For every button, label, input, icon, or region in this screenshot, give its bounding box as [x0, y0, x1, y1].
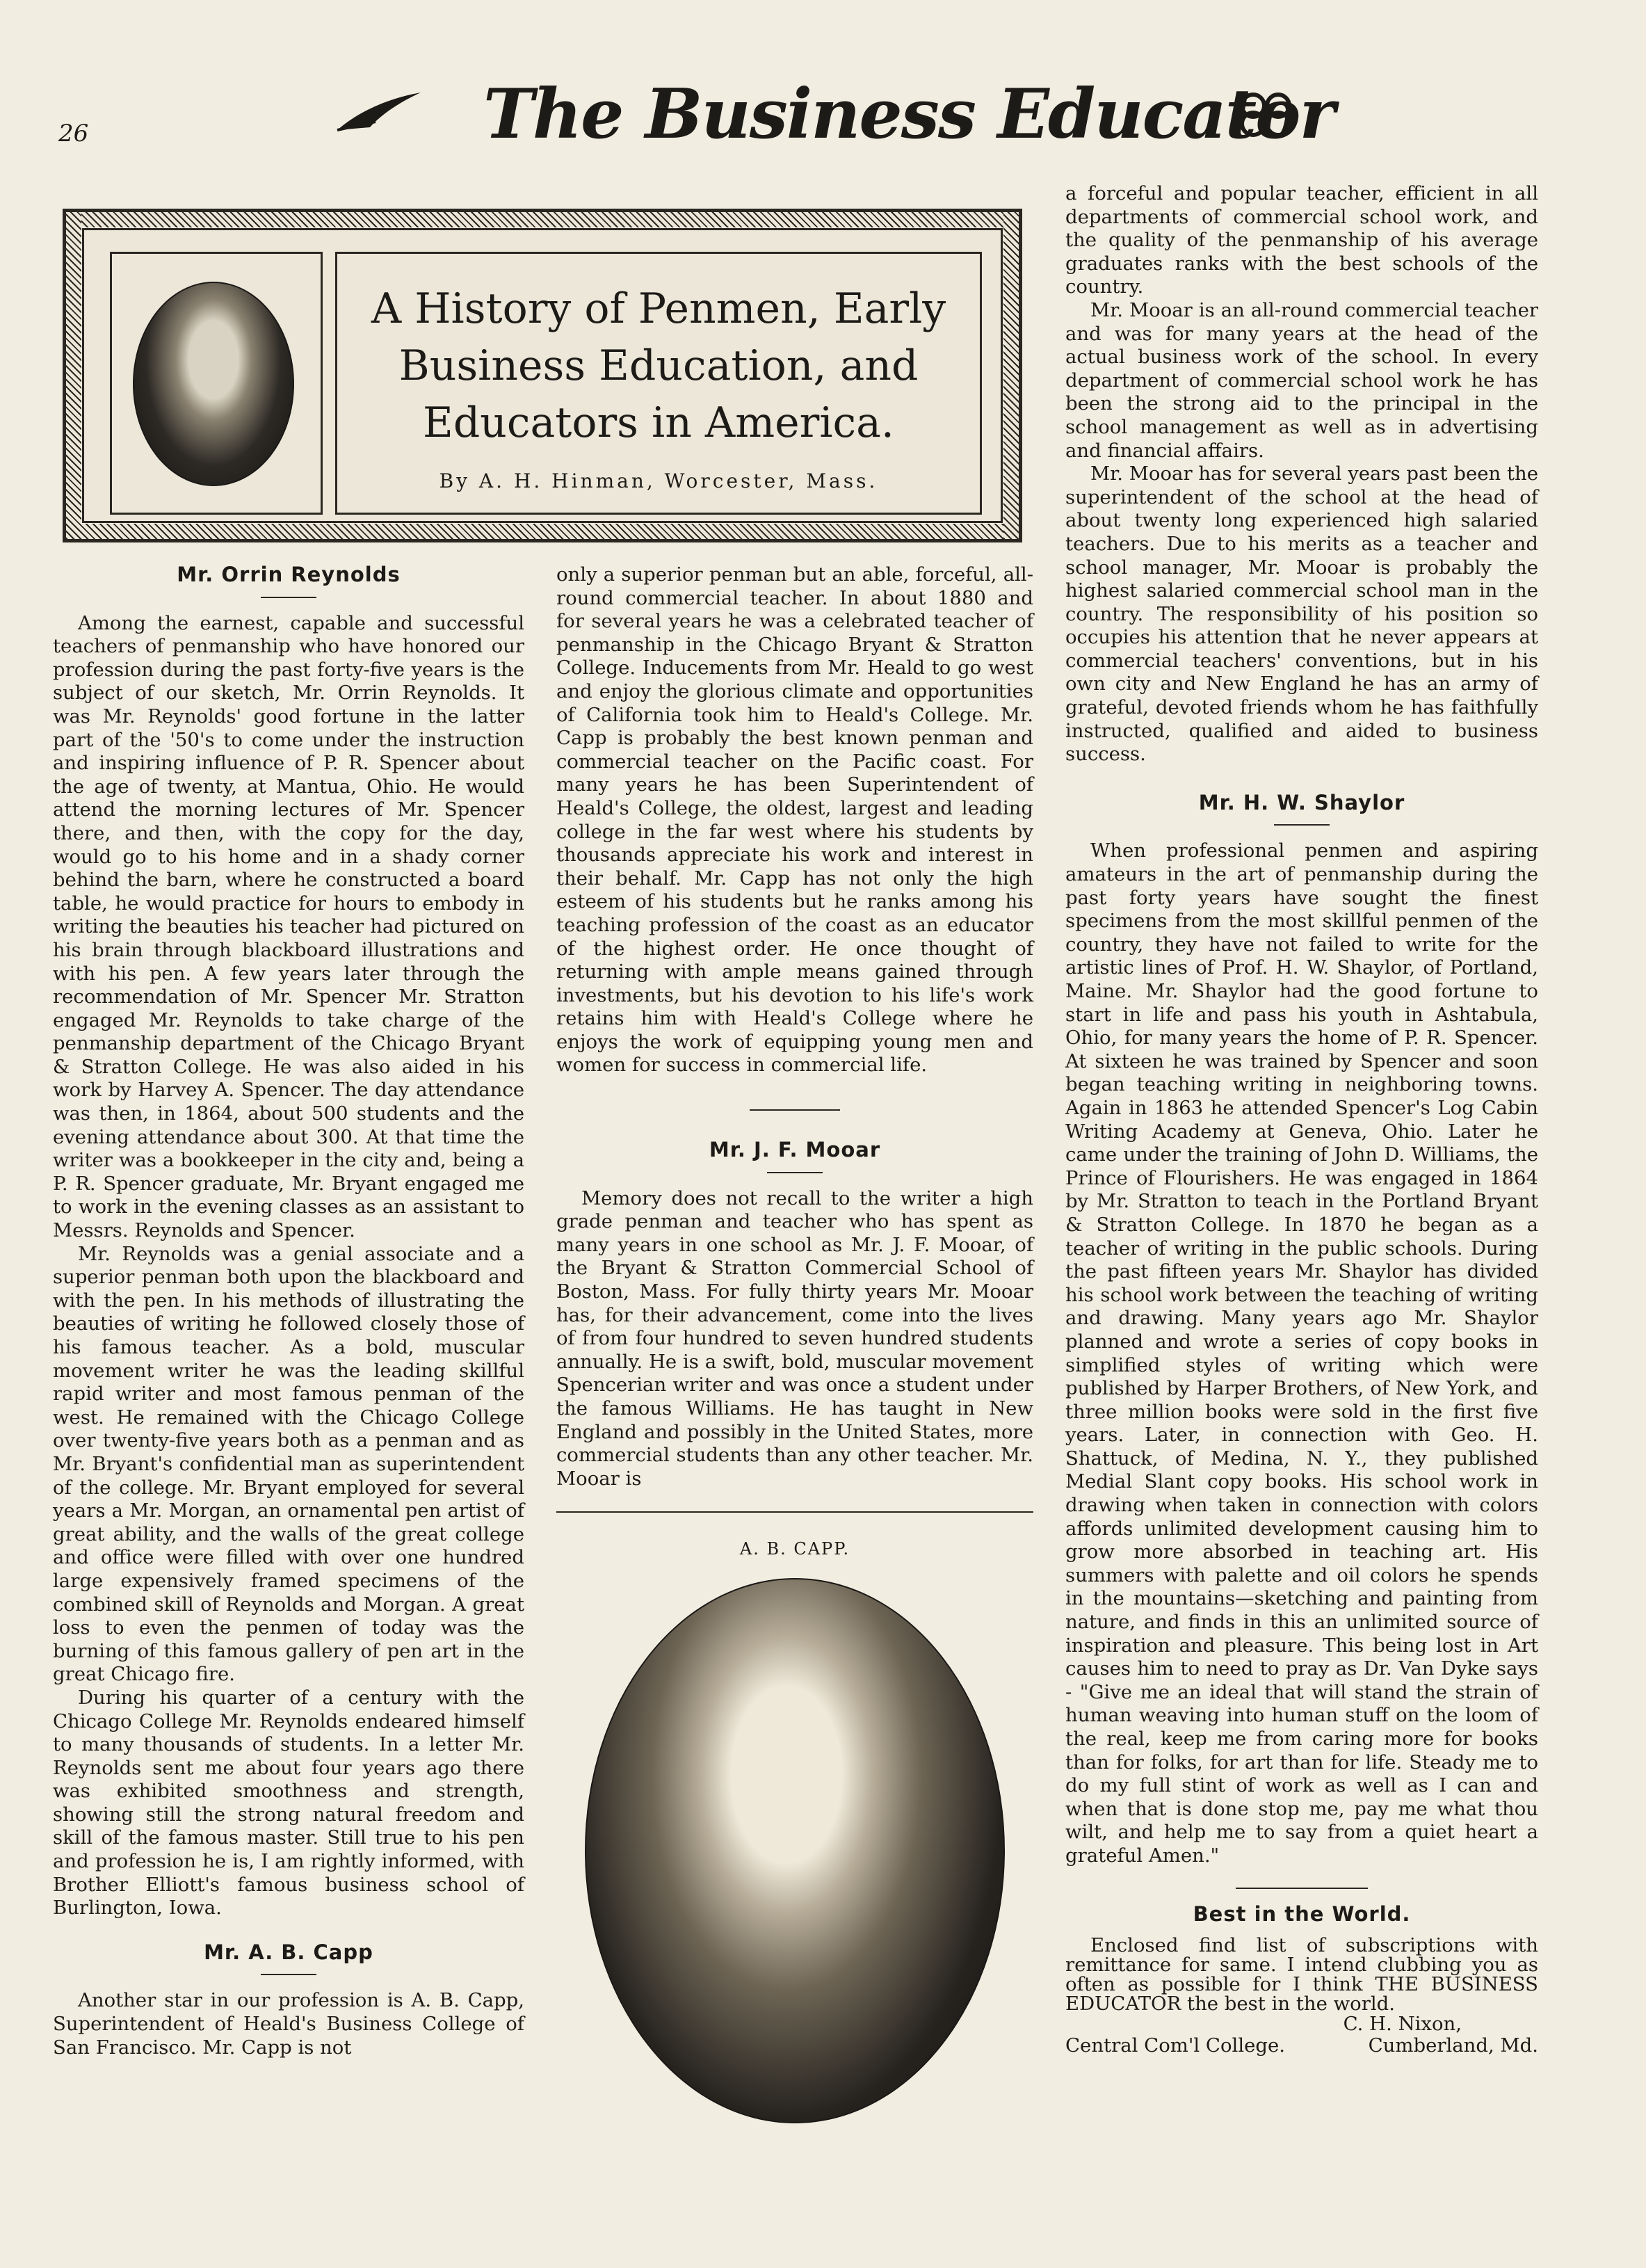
paragraph: Mr. Mooar has for several years past been the superintendent of the school at the head of about twenty long experienced high salaried teachers. Due to his merits as a teacher and school manager, Mr. Mooar is probably the highest salaried commercial school man in the country. The responsibility of his position so occupies his attention that he never appears at commercial teachers' conventions, but in his own city and New England he has an army of grateful, devoted friends whom he has faithfully instructed, qualified and aided to business success. [1065, 463, 1538, 766]
paragraph-continued: only a superior penman but an able, forceful, all-round commercial teacher. In about 1880 and for several years he was a celebrated teacher of penmanship in the Chicago Bryant & Stratton College. Inducements from Mr. Heald to go west and enjoy the glorious climate and opportunities of California took him to Heald's College. Mr. Capp is probably the best known penman and commercial teacher on the Pacific coast. For many years he has been Superintendent of Heald's College, the oldest, largest and leading college in the far west where his students by thousands appreciate his work and interest in their behalf. Mr. Capp has not only the high esteem of his students but he ranks among his teaching profession of the coast as an educator of the highest order. He once thought of returning with ample means gained through investments, but his devotion to his life's work retains him with Heald's College where he enjoys the work of equipping young men and women for success in commercial life. [556, 563, 1033, 1077]
article-title-line: Educators in America. [423, 399, 894, 447]
section-heading: Mr. J. F. Mooar [709, 1138, 881, 1162]
paragraph: Among the earnest, capable and successful teachers of penmanship who have honored our profession during the past forty-five years is the subject of our sketch, Mr. Orrin Reynolds. It was Mr. Reynolds' good fortune in the latter part of the '50's to come under the instruction and inspiring influence of P. R. Spencer about the age of twenty, at Mantua, Ohio. He would attend the morning lectures of Mr. Spencer there, and then, with the copy for the day, would go to his home and in a shady corner behind the barn, where he constructed a board table, he would practice for hours to embody in writing the beauties his teacher had pictured on his brain through blackboard illustrations and with his pen. A few years later through the recommendation of Mr. Spencer Mr. Stratton engaged Mr. Reynolds to take charge of the penmanship department of the Chicago Bryant & Stratton College. He was also aided in his work by Harvey A. Spencer. The day attendance was then, in 1864, about 500 students and the evening attendance about 300. At that time the writer was a bookkeeper in the city and, being a P. R. Spencer graduate, Mr. Bryant engaged me to work in the evening classes as an assistant to Messrs. Reynolds and Spencer. [53, 611, 524, 1242]
divider [261, 1974, 316, 1975]
section-heading: Mr. H. W. Shaylor [1198, 790, 1405, 814]
title-panel [335, 252, 982, 515]
paragraph: Enclosed find list of subscriptions with remittance for same. I intend clubbing you as often as possible for I think THE BUSINESS EDUCATOR the best in the world. [1065, 1934, 1538, 2016]
author-portrait [133, 282, 294, 486]
masthead [334, 73, 1334, 154]
paragraph: Another star in our profession is A. B. Capp, Superintendent of Heald's Business College of San Francisco. Mr. Capp is not [53, 1989, 524, 2059]
divider [261, 597, 316, 598]
paragraph: Memory does not recall to the writer a high grade penman and teacher who has spent as many years in one school as Mr. J. F. Mooar, of the Bryant & Stratton Commercial School of Boston, Mass. For fully thirty years Mr. Mooar has, for their advancement, come into the lives of from four hundred to seven hundred students annually. He is a swift, bold, muscular movement Spencerian writer and was once a student under the famous Williams. He has taught in New England and possibly in the United States, more commercial students than any other teacher. Mr. Mooar is [556, 1187, 1033, 1490]
section-heading: Mr. A. B. Capp [204, 1940, 373, 1964]
page-number: 26 [58, 120, 89, 147]
frame-hatch-bottom [66, 524, 1019, 539]
byline: By A. H. Hinman, Worcester, Mass. [439, 469, 878, 492]
photo-caption: A. B. CAPP. [739, 1539, 850, 1559]
divider [556, 1511, 1033, 1513]
section-heading: Best in the World. [1193, 1901, 1411, 1926]
paragraph-continued: a forceful and popular teacher, efficient in all departments of commercial school work, and the quality of the penmanship of his average graduates ranks with the best schools of the country. [1065, 182, 1538, 298]
quill-icon [334, 87, 424, 136]
article-title-line: Business Education, and [398, 341, 919, 390]
paragraph: Mr. Reynolds was a genial associate and a superior penman both upon the blackboard and with the pen. In his methods of illustrating the beauties of writing he followed closely those of his famous teacher. As a bold, muscular movement writer he was the leading skillful rapid writer and most famous penman of the west. He remained with the Chicago College over twenty-five years both as a penman and as Mr. Bryant's confidential man as superintendent of the college. Mr. Bryant employed for several years a Mr. Morgan, an ornamental pen artist of great ability, and the walls of the great college and office were filled with over one hundred large expensively framed specimens of the combined skill of Reynolds and Morgan. A great loss to even the penmen of today was the burning of this famous gallery of pen art in the great Chicago fire. [53, 1242, 524, 1686]
column-1 [53, 563, 524, 2059]
divider [767, 1172, 823, 1173]
school-name: Central Com'l College. [1065, 2034, 1286, 2057]
emblem-icon [1238, 90, 1293, 139]
signature: C. H. Nixon, [1343, 2013, 1462, 2036]
author-portrait-frame [110, 252, 323, 515]
paragraph: When professional penmen and aspiring amateurs in the art of penmanship during the past forty years have sought the finest specimens from the most skillful penmen of the country, they have not failed to write for the artistic lines of Prof. H. W. Shaylor, of Portland, Maine. Mr. Shaylor had the good fortune to start in life and pass his youth in Ashtabula, Ohio, for many years the home of P. R. Spencer. At sixteen he was trained by Spencer and soon began teaching writing in neighboring towns. Again in 1863 he attended Spencer's Log Cabin Writing Academy at Geneva, Ohio. Later he came under the training of John D. Williams, the Prince of Flourishers. He was engaged in 1864 by Mr. Stratton to teach in the Portland Bryant & Stratton College. In 1870 he began as a teacher of writing in the public schools. During the past fifteen years Mr. Shaylor has divided his school work between the teaching of writing and drawing. Many years ago Mr. Shaylor planned and wrote a series of copy books in simplified styles of writing which were published by Harper Brothers, of New York, and three million books were sold in the first five years. Later, in connection with Geo. H. Shattuck, of Medina, N. Y., they published Medial Slant copy books. His school work in drawing when taken in connection with colors affords unlimited development causing him to grow more absorbed in teaching art. His summers with palette and oil colors he spends in the mountains—sketching and painting from nature, and finds in this an unlimited source of inspiration and pleasure. This being lost in Art causes him to need to pray as Dr. Van Dyke says - "Give me an ideal that will stand the strain of human weaving into human stuff on the loom of the real, keep me from caring more for books than for folks, for art than for life. Steady me to do my full stint of work as well as I can and when that is done stop me, pay me what thou wilt, and help me to say from a quiet heart a grateful Amen." [1065, 839, 1538, 1867]
section-heading: Mr. Orrin Reynolds [177, 563, 401, 586]
capp-portrait [585, 1578, 1005, 2123]
article-title [337, 280, 980, 451]
divider [750, 1109, 840, 1111]
divider [1274, 824, 1330, 826]
masthead-title: The Business Educator [483, 74, 1334, 154]
paragraph: During his quarter of a century with the Chicago College Mr. Reynolds endeared himself to many thousands of students. In a letter Mr. Reynolds sent me about four years ago there was exhibited smoothness and strength, showing still the strong natural freedom and skill of the famous master. Still true to his pen and profession he is, I am rightly informed, with Brother Elliott's famous business school of Burlington, Iowa. [53, 1686, 524, 1920]
signature-row [1065, 2034, 1538, 2058]
frame-hatch-left [66, 212, 81, 539]
column-3 [1065, 182, 1538, 2058]
article-title-line: A History of Penmen, Early [371, 284, 946, 333]
frame-hatch-top [66, 212, 1019, 227]
frame-hatch-right [1003, 212, 1019, 539]
paragraph: Mr. Mooar is an all-round commercial teacher and was for many years at the head of the actual business work of the school. In every department of commercial school work he has been the strong aid to the principal in the school management as well as in advertising and financial affairs. [1065, 298, 1538, 462]
column-2 [556, 563, 1033, 2123]
school-location: Cumberland, Md. [1368, 2034, 1538, 2057]
divider [1236, 1888, 1368, 1889]
article-title-box [63, 209, 1022, 542]
